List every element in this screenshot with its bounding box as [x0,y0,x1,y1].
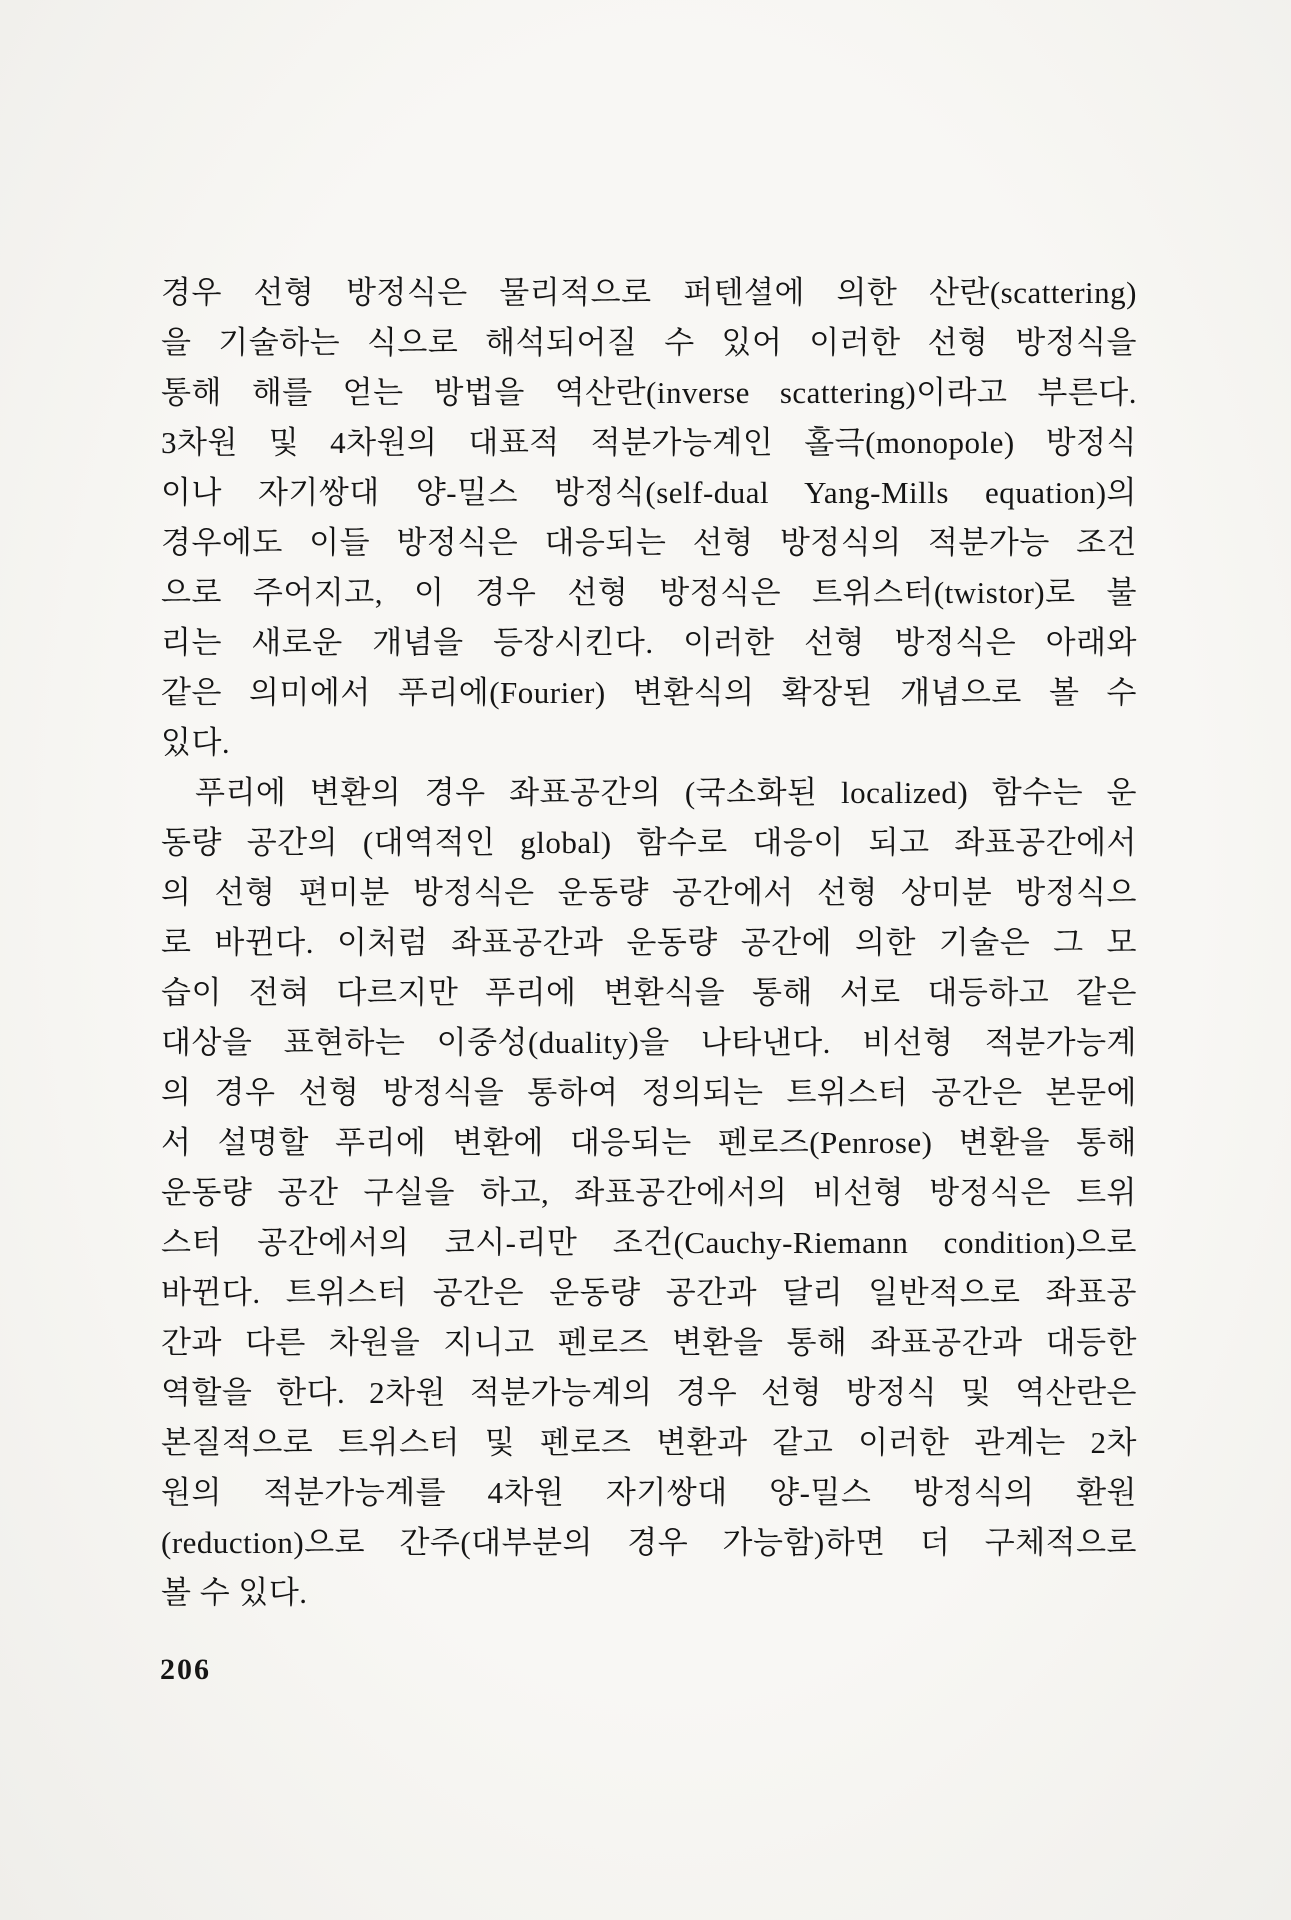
text-line: 통해 해를 얻는 방법을 역산란(inverse scattering)이라고 부른다. [161,375,1137,410]
text-line: 스터 공간에서의 코시-리만 조건(Cauchy-Riemann condition)으로 [161,1225,1137,1260]
text-line: 습이 전혀 다르지만 푸리에 변환식을 통해 서로 대등하고 같은 [161,975,1137,1010]
text-line: 대상을 표현하는 이중성(duality)을 나타낸다. 비선형 적분가능계 [161,1025,1137,1060]
page-number: 206 [160,1653,211,1686]
text-line: 경우에도 이들 방정식은 대응되는 선형 방정식의 적분가능 조건 [161,525,1137,560]
text-line: 원의 적분가능계를 4차원 자기쌍대 양-밀스 방정식의 환원 [161,1475,1137,1510]
text-line: 같은 의미에서 푸리에(Fourier) 변환식의 확장된 개념으로 볼 수 [161,675,1137,710]
text-line: 을 기술하는 식으로 해석되어질 수 있어 이러한 선형 방정식을 [161,325,1137,360]
text-line: 바뀐다. 트위스터 공간은 운동량 공간과 달리 일반적으로 좌표공 [161,1275,1137,1310]
text-line: 동량 공간의 (대역적인 global) 함수로 대응이 되고 좌표공간에서 [161,825,1137,860]
text-line: 이나 자기쌍대 양-밀스 방정식(self-dual Yang-Mills equation)의 [161,475,1137,510]
text-line: 의 경우 선형 방정식을 통하여 정의되는 트위스터 공간은 본문에 [161,1075,1137,1110]
text-line: 경우 선형 방정식은 물리적으로 퍼텐셜에 의한 산란(scattering) [161,275,1137,310]
text-line: 리는 새로운 개념을 등장시킨다. 이러한 선형 방정식은 아래와 [161,625,1137,660]
text-line: 역할을 한다. 2차원 적분가능계의 경우 선형 방정식 및 역산란은 [161,1375,1137,1410]
text-line: 있다. [161,725,231,760]
text-line: (reduction)으로 간주(대부분의 경우 가능함)하면 더 구체적으로 [161,1525,1137,1560]
text-block [161,268,1137,1618]
text-line: 간과 다른 차원을 지니고 펜로즈 변환을 통해 좌표공간과 대등한 [161,1325,1137,1360]
text-line: 의 선형 편미분 방정식은 운동량 공간에서 선형 상미분 방정식으 [161,875,1137,910]
text-line: 로 바뀐다. 이처럼 좌표공간과 운동량 공간에 의한 기술은 그 모 [161,925,1137,960]
text-line: 3차원 및 4차원의 대표적 적분가능계인 홀극(monopole) 방정식 [161,425,1137,460]
text-line: 으로 주어지고, 이 경우 선형 방정식은 트위스터(twistor)로 불 [161,575,1137,610]
paragraph [161,268,1137,768]
text-line: 본질적으로 트위스터 및 펜로즈 변환과 같고 이러한 관계는 2차 [161,1425,1137,1460]
text-line: 푸리에 변환의 경우 좌표공간의 (국소화된 localized) 함수는 운 [195,775,1137,810]
text-line: 서 설명할 푸리에 변환에 대응되는 펜로즈(Penrose) 변환을 통해 [161,1125,1137,1160]
text-line: 운동량 공간 구실을 하고, 좌표공간에서의 비선형 방정식은 트위 [161,1175,1137,1210]
paragraph [161,768,1137,1618]
text-line: 볼 수 있다. [161,1575,308,1610]
